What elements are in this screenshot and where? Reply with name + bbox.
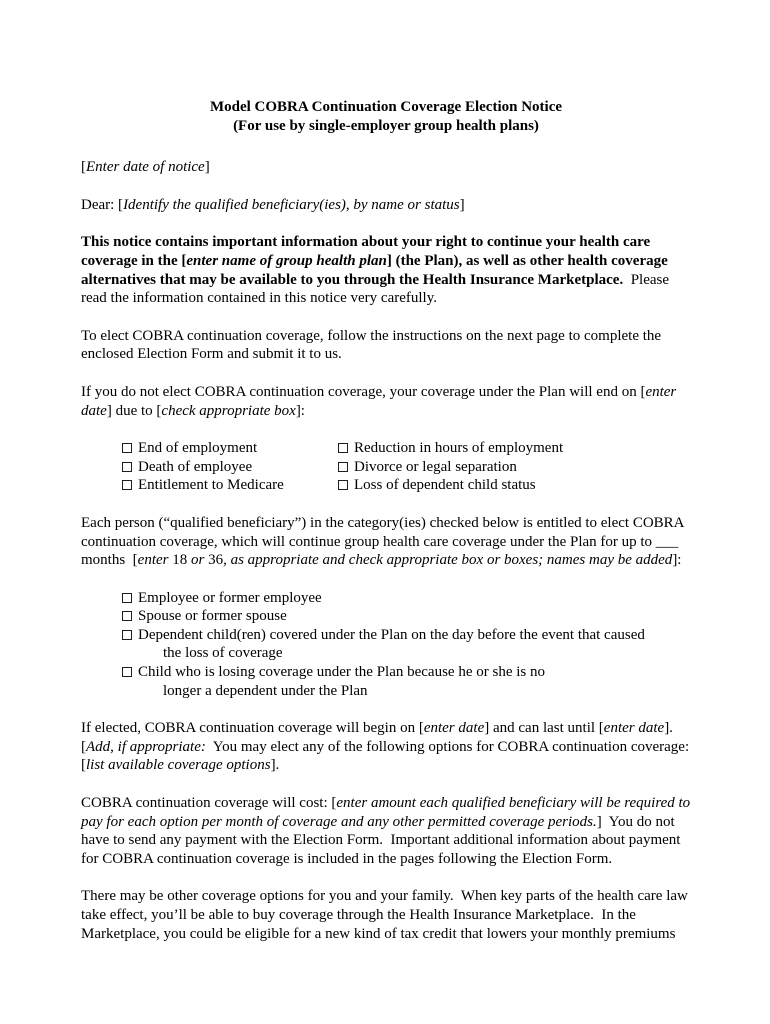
text-run: Add, if appropriate: bbox=[86, 738, 206, 755]
cost-paragraph bbox=[81, 794, 694, 868]
page-title-line1: Model COBRA Continuation Coverage Election Notice bbox=[209, 99, 563, 115]
no-elect-paragraph bbox=[81, 383, 691, 420]
elect-instructions-paragraph bbox=[81, 327, 691, 364]
text-run: , as appropriate and check appropriate box or boxes; names may be added bbox=[223, 552, 673, 569]
checkbox-icon[interactable] bbox=[122, 443, 132, 453]
qualified-beneficiary-paragraph bbox=[81, 514, 691, 570]
checkbox-option bbox=[122, 607, 691, 626]
text-run: Dear: [ bbox=[81, 196, 124, 213]
qualifying-event-checkbox-grid bbox=[122, 439, 691, 495]
checkbox-label: Dependent child(ren) covered under the Plan on the day before the event that caused bbox=[138, 626, 645, 643]
notice-paragraph bbox=[81, 233, 691, 307]
date-line bbox=[81, 158, 691, 177]
text-run: list available coverage options bbox=[86, 757, 271, 774]
text-run: There may be other coverage options for you and your family. When key parts of the health care law take effect, you’ll be able to buy coverage through the Health Insurance Marketplace. In the Marketplace, you could be eligible for a new kind of tax credit that lowers your monthly premiums bbox=[81, 888, 692, 942]
text-run: enter date bbox=[603, 720, 665, 737]
checkbox-label: End of employment bbox=[138, 440, 258, 457]
checkbox-icon[interactable] bbox=[338, 480, 348, 490]
checkbox-label: Death of employee bbox=[138, 458, 253, 475]
checkbox-icon[interactable] bbox=[122, 630, 132, 640]
checkbox-label: Entitlement to Medicare bbox=[138, 477, 284, 494]
checkbox-label: Spouse or former spouse bbox=[138, 608, 287, 625]
checkbox-label: Loss of dependent child status bbox=[354, 477, 536, 494]
text-run: ] bbox=[204, 159, 210, 176]
checkbox-option bbox=[122, 458, 338, 477]
text-run: enter date bbox=[81, 383, 681, 419]
page-title-line2: (For use by single-employer group health plans) bbox=[233, 117, 539, 134]
text-run: ]. bbox=[270, 757, 280, 774]
marketplace-paragraph bbox=[81, 887, 691, 943]
text-run: If you do not elect COBRA continuation coverage, your coverage under the Plan will end on [ bbox=[81, 383, 646, 400]
text-run: This notice contains important information about your right to continue your health care coverage in the [ bbox=[81, 234, 654, 269]
text-run: ] and can last until [ bbox=[484, 720, 604, 737]
checkbox-option bbox=[122, 626, 691, 663]
text-run: [ bbox=[81, 159, 86, 176]
text-run: ]: bbox=[672, 552, 682, 569]
text-run: If elected, COBRA continuation coverage will begin on [ bbox=[81, 720, 424, 737]
checkbox-option bbox=[338, 439, 691, 458]
text-run: enter bbox=[137, 552, 173, 569]
text-run: ] (the Plan), as well as other health coverage alternatives that may be available to you through the Health Insurance Marketplace. bbox=[81, 252, 672, 288]
checkbox-label: Employee or former employee bbox=[138, 589, 322, 606]
checkbox-label-continuation: the loss of coverage bbox=[163, 645, 283, 662]
page-title bbox=[81, 98, 691, 135]
text-run: ]: bbox=[295, 402, 305, 419]
text-run: To elect COBRA continuation coverage, follow the instructions on the next page to complete the enclosed Election Form and submit it to us. bbox=[81, 327, 665, 363]
text-run: 36 bbox=[208, 552, 224, 569]
text-run: You may elect any of the following options for COBRA continuation coverage: [ bbox=[81, 738, 693, 774]
text-run: Please read the information contained in this notice very carefully. bbox=[81, 271, 673, 307]
checkbox-icon[interactable] bbox=[122, 593, 132, 603]
beneficiary-checkbox-list bbox=[122, 589, 691, 701]
text-run: enter date bbox=[423, 720, 485, 737]
checkbox-icon[interactable] bbox=[122, 667, 132, 677]
checkbox-icon[interactable] bbox=[122, 480, 132, 490]
checkbox-icon[interactable] bbox=[122, 611, 132, 621]
checkbox-label-continuation: longer a dependent under the Plan bbox=[163, 682, 368, 699]
text-run: Identify the qualified beneficiary(ies), by name or status bbox=[123, 196, 460, 213]
checkbox-icon[interactable] bbox=[338, 462, 348, 472]
text-run: ] You do not have to send any payment with the Election Form. Important additional information about payment for COBRA continuation coverage is included in the pages following the Election Form. bbox=[81, 813, 685, 867]
document-content bbox=[81, 98, 694, 962]
checkbox-option bbox=[122, 476, 338, 495]
salutation-line bbox=[81, 196, 691, 215]
text-run: Enter date of notice bbox=[86, 159, 205, 176]
checkbox-icon[interactable] bbox=[122, 462, 132, 472]
checkbox-option bbox=[122, 439, 338, 458]
checkbox-option bbox=[122, 589, 691, 608]
if-elected-paragraph bbox=[81, 719, 691, 775]
text-run: COBRA continuation coverage will cost: [ bbox=[81, 795, 337, 812]
text-run: ] bbox=[459, 196, 465, 213]
text-run: Each person (“qualified beneficiary”) in the category(ies) checked below is entitled to elect COBRA continuation coverage, which will continue group health care coverage under the Plan for up to ___ months [ bbox=[81, 514, 688, 569]
checkbox-label: Reduction in hours of employment bbox=[354, 440, 564, 457]
checkbox-icon[interactable] bbox=[338, 443, 348, 453]
checkbox-option bbox=[122, 663, 691, 700]
text-run: ] due to [ bbox=[106, 402, 162, 419]
checkbox-label: Child who is losing coverage under the Plan because he or she is no bbox=[138, 664, 545, 681]
text-run: ]. [ bbox=[81, 720, 677, 755]
checkbox-option bbox=[338, 476, 691, 495]
text-run: enter name of group health plan bbox=[186, 252, 387, 269]
text-run: enter amount each qualified beneficiary will be required to pay for each option per month of coverage and any other permitted coverage periods. bbox=[81, 795, 694, 830]
text-run: check appropriate box bbox=[161, 402, 296, 419]
checkbox-option bbox=[338, 458, 691, 477]
text-run: 18 bbox=[172, 552, 188, 569]
checkbox-label: Divorce or legal separation bbox=[354, 458, 517, 475]
text-run: or bbox=[187, 552, 209, 569]
